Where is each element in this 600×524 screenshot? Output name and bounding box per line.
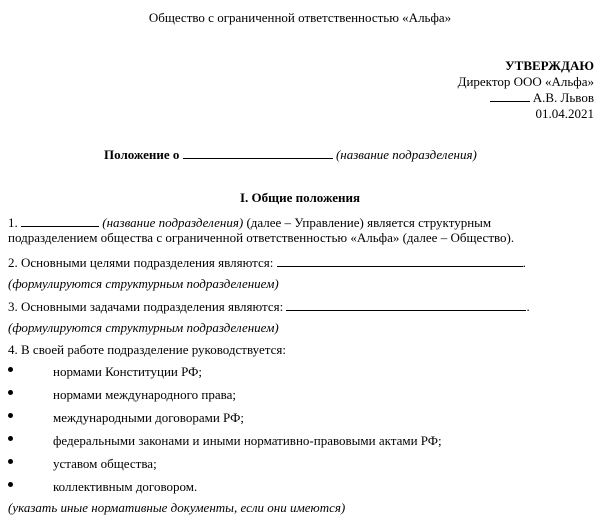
document-title (104, 146, 477, 163)
bullet-icon (8, 436, 13, 441)
paragraph-2-text: 2. Основными целями подразделения являются: (8, 255, 274, 270)
list-item: коллективным договором. (53, 479, 198, 494)
paragraph-1-line-1 (8, 214, 491, 231)
approval-title: УТВЕРЖДАЮ (505, 58, 594, 73)
bullet-icon (8, 459, 13, 464)
list-item: федеральными законами и иными нормативно-правовыми актами РФ; (53, 433, 442, 448)
paragraph-4-hint: (указать иные нормативные документы, если они имеются) (8, 500, 346, 515)
paragraph-1-blank (21, 214, 99, 227)
paragraph-2 (8, 254, 526, 271)
approval-date: 01.04.2021 (535, 106, 594, 121)
paragraph-3-text: 3. Основными задачами подразделения являются: (8, 299, 284, 314)
approval-signature-row (458, 90, 594, 106)
approval-name: А.В. Львов (532, 90, 594, 105)
paragraph-3-blank (286, 298, 526, 311)
paragraph-4: 4. В своей работе подразделение руководствуется: (8, 342, 286, 357)
organization-name: Общество с ограниченной ответственностью «Альфа» (148, 10, 452, 25)
section-title: I. Общие положения (240, 190, 360, 205)
signature-line (490, 90, 530, 102)
paragraph-1-line-2: подразделением общества с ограниченной ответственностью «Альфа» (далее – Общество). (8, 230, 515, 245)
approval-position: Директор ООО «Альфа» (457, 74, 594, 89)
list-item: уставом общества; (53, 456, 157, 471)
paragraph-3-period: . (526, 299, 530, 314)
paragraph-2-blank (277, 254, 523, 267)
paragraph-2-period: . (522, 255, 526, 270)
bullet-icon (8, 413, 13, 418)
department-name-blank (183, 146, 333, 159)
list-item: нормами Конституции РФ; (53, 364, 203, 379)
list-item: нормами международного права; (53, 387, 236, 402)
paragraph-3 (8, 298, 530, 315)
paragraph-3-hint: (формулируются структурным подразделением) (8, 320, 279, 335)
approval-block (458, 58, 594, 122)
paragraph-1-text-a: (далее – Управление) является структурным (246, 215, 492, 230)
paragraph-2-hint: (формулируются структурным подразделением) (8, 276, 279, 291)
bullet-icon (8, 367, 13, 372)
document-title-prefix: Положение о (104, 147, 180, 162)
bullet-icon (8, 482, 13, 487)
paragraph-1-number: 1. (8, 215, 18, 230)
list-item: международными договорами РФ; (53, 410, 244, 425)
paragraph-1-hint: (название подразделения) (102, 215, 244, 230)
bullet-icon (8, 390, 13, 395)
document-title-hint: (название подразделения) (335, 147, 477, 162)
